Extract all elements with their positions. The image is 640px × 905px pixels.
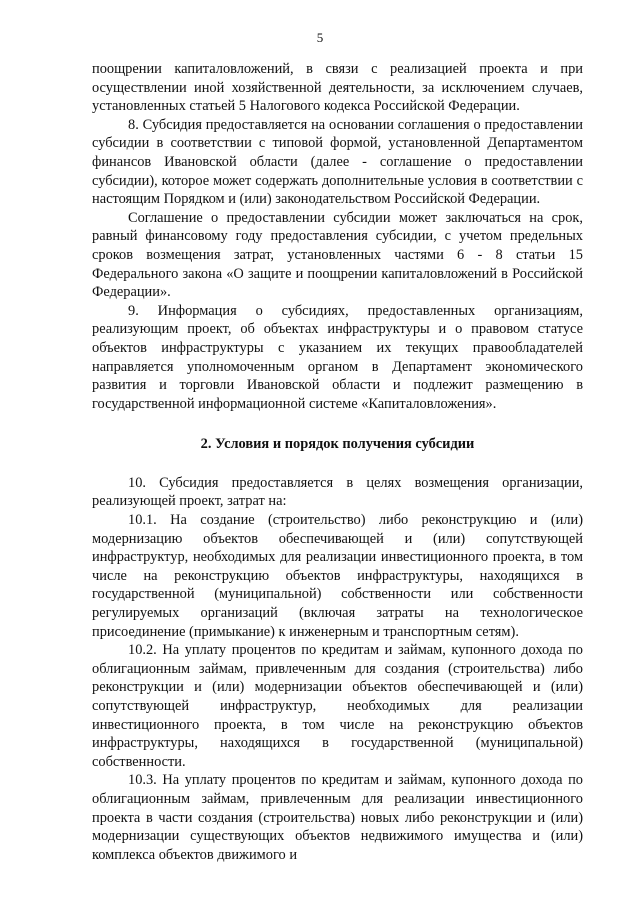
- paragraph-clause-10-3: 10.3. На уплату процентов по кредитам и займам, купонного дохода по облигационным займам, привлеченным для реализации инвестиционного проекта в части создания (строительства) новых либо реконструкции и (или) модернизации существующих объектов недвижимого имущества и (или) комплекса объектов движимого и: [92, 772, 583, 863]
- paragraph-clause-8: 8. Субсидия предоставляется на основании соглашения о предоставлении субсидии в соответствии с типовой формой, установленной Департаментом финансов Ивановской области (далее - соглашение о предоставлении субсидии), которое может содержать дополнительные условия в соответствии с настоящим Порядком и (или) законодательством Российской Федерации.: [92, 116, 583, 208]
- paragraph-agreement-term: Соглашение о предоставлении субсидии может заключаться на срок, равный финансовому году предоставления субсидии, с учетом предельных сроков возмещения затрат, установленных частями 6 - 8 статьи 15 Федерального закона «О защите и поощрении капиталовложений в Российской Федерации».: [92, 209, 583, 301]
- paragraph-intro-continuation: поощрении капиталовложений, в связи с реализацией проекта и при осуществлении иной хозяйственной деятельности, за исключением случаев, установленных статьей 5 Налогового кодекса Российской Федерации.: [92, 61, 583, 115]
- paragraph-clause-10: 10. Субсидия предоставляется в целях возмещения организации, реализующей проект, затрат на:: [92, 474, 583, 510]
- page-number: 5: [316, 30, 324, 45]
- section-heading: 2. Условия и порядок получения субсидии: [200, 436, 475, 453]
- paragraph-clause-9: 9. Информация о субсидиях, предоставленных организациям, реализующим проект, об объектах инфраструктуры и о правовом статусе объектов инфраструктуры с указанием их текущих правообладателей направляется уполномоченным органом в Департамент экономического развития и торговли Ивановской области и подлежит размещению в государственной информационной системе «Капиталовложения».: [92, 302, 583, 412]
- document-body: [92, 60, 583, 864]
- paragraph-clause-10-2: 10.2. На уплату процентов по кредитам и займам, купонного дохода по облигационным займам, привлеченным для создания (строительства) либо реконструкции и (или) модернизации объектов обеспечивающей и (или) сопутствующей инфраструктур, необходимых для реализации инвестиционного проекта, в том числе на реконструкцию объектов инфраструктуры, находящихся в государственной (муниципальной) собственности.: [92, 642, 583, 770]
- paragraph-clause-10-1: 10.1. На создание (строительство) либо реконструкцию и (или) модернизацию объектов обеспечивающей и (или) сопутствующей инфраструктур, необходимых для реализации инвестиционного проекта, в том числе на реконструкцию объектов инфраструктуры, находящихся в государственной (муниципальной) собственности или собственности регулируемых организаций (включая затраты на технологическое присоединение (примыкание) к инженерным и транспортным сетям).: [92, 512, 583, 640]
